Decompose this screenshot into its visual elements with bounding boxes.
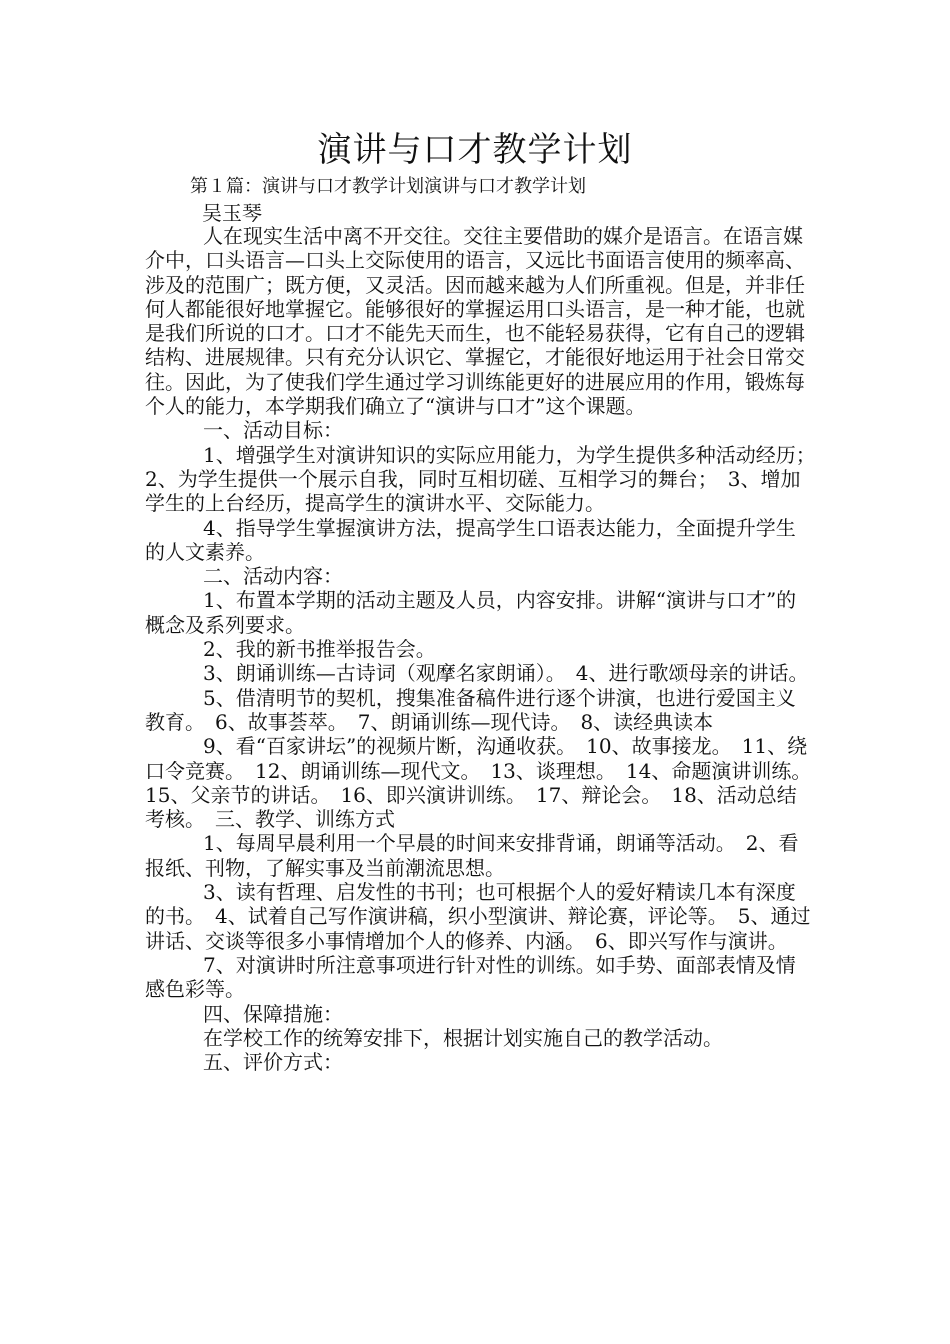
- author-name: 吴玉琴: [202, 201, 262, 225]
- method-paragraph: 3、读有哲理、启发性的书刊；也可根据个人的爱好精读几本有深度的书。 4、试着自己写作演讲稿，织小型演讲、辩论赛，评论等。 5、通过讲话、交谈等很多小事情增加个人的修养、内涵。 6、即兴写作与演讲。: [145, 880, 811, 953]
- measures-paragraph: 在学校工作的统筹安排下，根据计划实施自己的教学活动。: [203, 1025, 723, 1050]
- goals-paragraph: 1、增强学生对演讲知识的实际应用能力，为学生提供多种活动经历； 2、为学生提供一个展示自我，同时互相切磋、互相学习的舞台； 3、增加学生的上台经历，提高学生的演讲水平、交际能力。: [145, 442, 826, 516]
- document-title: 演讲与口才教学计划: [317, 130, 633, 170]
- goals-paragraph: 4、指导学生掌握演讲方法，提高学生口语表达能力，全面提升学生的人文素养。: [145, 515, 796, 564]
- document-body: [145, 224, 826, 1075]
- section-heading-content: 二、活动内容：: [203, 564, 343, 589]
- method-paragraph: 1、每周早晨利用一个早晨的时间来安排背诵，朗诵等活动。 2、看报纸、刊物，了解实事及当前潮流思想。: [145, 831, 799, 880]
- content-paragraph: 9、看“百家讲坛”的视频片断，沟通收获。 10、故事接龙。 11、绕口令竞赛。 12、朗诵训练—现代文。 13、谈理想。 14、命题演讲训练。 15、父亲节的讲话。 16、即兴演讲训练。 17、辩论会。 18、活动总结考核。 三、教学、训练方式: [145, 734, 822, 832]
- content-paragraph: 3、朗诵训练—古诗词（观摩名家朗诵）。 4、进行歌颂母亲的讲话。: [203, 661, 809, 686]
- section-heading-evaluation: 五、评价方式：: [203, 1050, 343, 1075]
- article-subtitle: 第１篇：演讲与口才教学计划演讲与口才教学计划: [190, 176, 586, 197]
- method-paragraph: 7、对演讲时所注意事项进行针对性的训练。如手势、面部表情及情感色彩等。: [145, 952, 796, 1002]
- content-paragraph: 5、借清明节的契机，搜集准备稿件进行逐个讲演，也进行爱国主义教育。 6、故事荟萃。 7、朗诵训练—现代诗。 8、读经典读本: [145, 685, 796, 734]
- content-paragraph: 2、我的新书推举报告会。: [203, 637, 436, 662]
- content-paragraph: 1、布置本学期的活动主题及人员，内容安排。讲解“演讲与口才”的概念及系列要求。: [145, 588, 797, 637]
- intro-paragraph: 人在现实生活中离不开交往。交往主要借助的媒介是语言。在语言媒介中，口头语言—口头上交际使用的语言，又远比书面语言使用的频率高、涉及的范围广；既方便，又灵活。因而越来越为人们所重视。但是，并非任何人都能很好地掌握它。能够很好的掌握运用口头语言，是一种才能，也就是我们所说的口才。口才不能先天而生，也不能轻易获得，它有自己的逻辑结构、进展规律。只有充分认识它、掌握它，才能很好地运用于社会日常交往。因此，为了使我们学生通过学习训练能更好的进展应用的作用，锻炼每个人的能力，本学期我们确立了“演讲与口才”这个课题。: [145, 224, 805, 419]
- section-heading-goals: 一、活动目标：: [203, 418, 343, 443]
- section-heading-measures: 四、保障措施：: [203, 1001, 343, 1026]
